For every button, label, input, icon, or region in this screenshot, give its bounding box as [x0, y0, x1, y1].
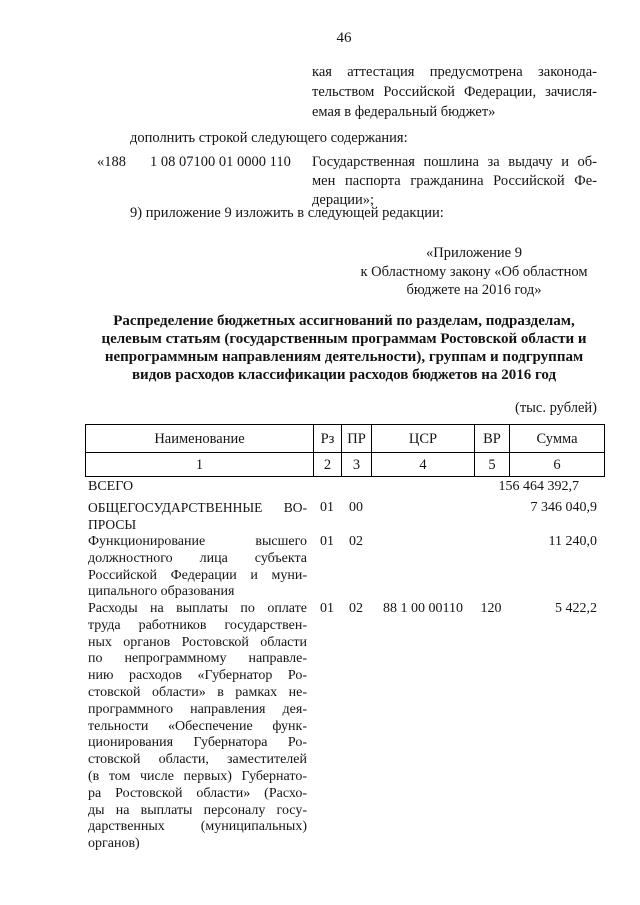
- units-label: (тыс. рублей): [515, 400, 597, 416]
- text-line: (в том числе первых) Губернато-: [88, 768, 307, 784]
- text-line: ПРОСЫ: [88, 516, 137, 532]
- text-line: мен паспорта гражданина Российской Фе-: [312, 173, 597, 189]
- text-line: Государственная пошлина за выдачу и об-: [312, 154, 597, 170]
- column-number: 6: [510, 453, 605, 477]
- text-line: тельством Российской Федерации, зачисля-: [312, 84, 597, 100]
- instruction-add-row: дополнить строкой следующего содержания:: [130, 130, 408, 146]
- row-sum: 7 346 040,9: [530, 500, 597, 515]
- title-line: видов расходов классификации расходов бюджетов на 2016 год: [131, 367, 557, 383]
- text-line: стовской области, заместителей: [88, 752, 307, 768]
- header-vr: ВР: [475, 425, 510, 453]
- previous-item-text: [312, 62, 597, 122]
- text-line: емая в федеральный бюджет»: [312, 104, 496, 120]
- header-csr: ЦСР: [372, 425, 475, 453]
- text-line: программного направления дея-: [88, 701, 307, 717]
- row-sum: 5 422,2: [555, 601, 597, 616]
- text-line: дарственных (муниципальных): [88, 819, 307, 835]
- page-number: 46: [336, 30, 352, 46]
- row-name: [88, 479, 307, 496]
- text-line: дерации»;: [312, 192, 375, 208]
- column-number: 3: [342, 453, 372, 477]
- new-row-admin-code: «188: [97, 154, 126, 170]
- row-csr: 88 1 00 00110: [383, 601, 463, 616]
- row-pr: 02: [349, 601, 363, 616]
- title-line: целевым статьям (государственным программам Ростовской области и: [101, 331, 587, 347]
- text-line: по непрограммному направле-: [88, 651, 307, 667]
- new-row-description: [312, 153, 597, 210]
- text-line: бюджете на 2016 год»: [406, 282, 542, 298]
- text-line: должностного лица субъекта: [88, 550, 307, 566]
- row-rz: 01: [320, 534, 334, 549]
- column-number: 4: [372, 453, 475, 477]
- text-line: ных органов Ростовской области: [88, 634, 307, 650]
- text-line: Расходы на выплаты по оплате: [88, 601, 307, 616]
- text-line: кая аттестация предусмотрена законода-: [312, 64, 597, 80]
- text-line: ды на выплаты персоналу госу-: [88, 802, 307, 818]
- text-line: Российской Федерации и муни-: [88, 567, 307, 583]
- row-sum: 156 464 392,7: [498, 479, 579, 494]
- row-pr: 00: [349, 500, 363, 515]
- text-line: ра Ростовской области» (Расхо-: [88, 785, 307, 801]
- text-line: к Областному закону «Об областном: [360, 263, 588, 280]
- column-number: 5: [475, 453, 510, 477]
- row-sum: 11 240,0: [548, 534, 597, 549]
- title-line: Распределение бюджетных ассигнований по разделам, подразделам,: [113, 313, 575, 329]
- text-line: ципального образования: [88, 584, 235, 600]
- text-line: органов): [88, 836, 140, 852]
- header-rz: Рз: [314, 425, 342, 453]
- text-line: ционирования Губернатора Ро-: [88, 735, 307, 751]
- text-line: труда работников государствен-: [88, 617, 307, 633]
- text-line: нию расходов «Губернатор Ро-: [88, 668, 307, 684]
- document-title: [60, 312, 628, 384]
- column-number: 1: [86, 453, 314, 477]
- appendix-reference: [345, 244, 603, 300]
- text-line: Функционирование высшего: [88, 534, 307, 549]
- text-line: стовской области» в рамках не-: [88, 684, 307, 700]
- row-pr: 02: [349, 534, 363, 549]
- column-number-row: [86, 453, 605, 477]
- row-name: [88, 534, 307, 601]
- header-sum: Сумма: [510, 425, 605, 453]
- header-pr: ПР: [342, 425, 372, 453]
- row-rz: 01: [320, 601, 334, 616]
- instruction-replace-appendix: 9) приложение 9 изложить в следующей редакции:: [130, 205, 444, 221]
- header-row: [86, 425, 605, 453]
- row-rz: 01: [320, 500, 334, 515]
- header-name: Наименование: [86, 425, 314, 453]
- column-number: 2: [314, 453, 342, 477]
- text-line: «Приложение 9: [426, 245, 522, 261]
- title-line: непрограммным направлениям деятельности), группам и подгруппам: [104, 349, 584, 365]
- text-line: тельности «Обеспечение функ-: [88, 718, 307, 734]
- text-line: ВСЕГО: [88, 479, 134, 494]
- row-vr: 120: [480, 601, 502, 616]
- row-name: [88, 601, 307, 853]
- text-line: ОБЩЕГОСУДАРСТВЕННЫЕ ВО-: [88, 500, 307, 515]
- table-header: [85, 424, 605, 477]
- row-name: [88, 500, 307, 534]
- new-row-kbk-code: 1 08 07100 01 0000 110: [150, 154, 291, 170]
